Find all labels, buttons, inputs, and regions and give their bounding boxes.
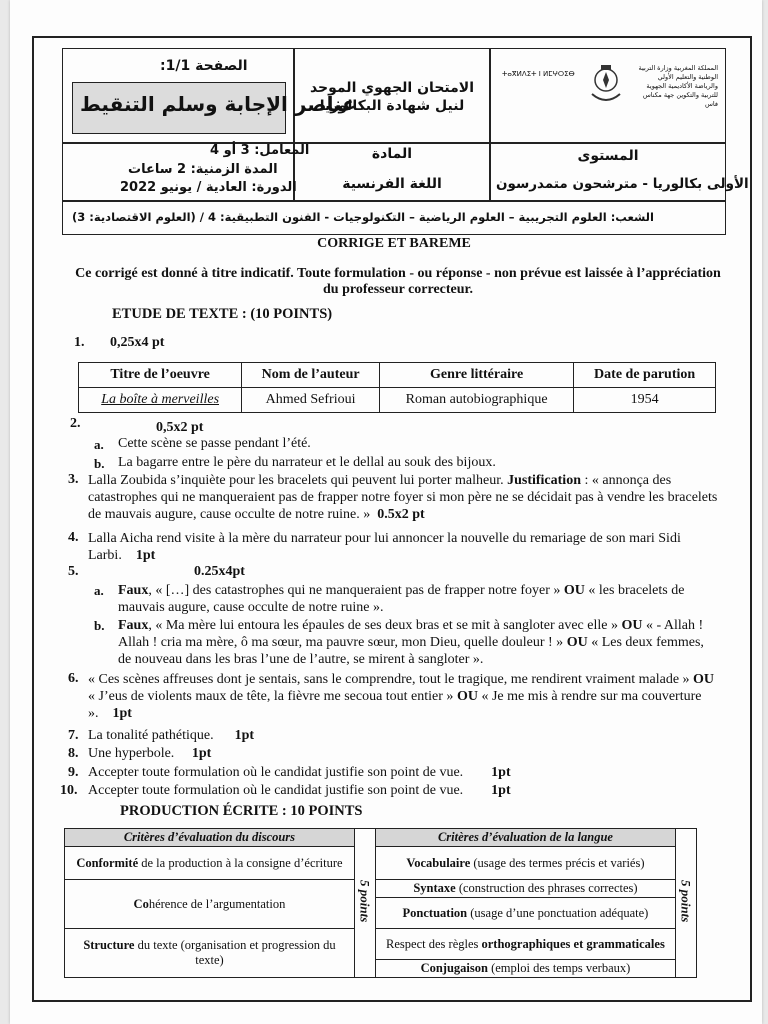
q2b-text: La bagarre entre le père du narrateur et le dellal au souk des bijoux. [118, 455, 496, 470]
subject-value: اللغة الفرنسية [342, 176, 442, 192]
grid-left-cell [65, 880, 355, 929]
grid-right-cell: Ponctuation (usage d’une ponctuation adéquate) [375, 898, 675, 929]
q7-text [88, 728, 254, 744]
q5a-marker: a. [94, 583, 104, 598]
q2-points: 0,5x2 pt [156, 420, 204, 435]
q3-answer: Lalla Zoubida s’inquiète pour les bracelets qui peuvent lui porter malheur. [88, 473, 508, 488]
q1-points: 0,25x4 pt [110, 335, 165, 350]
q10-answer: Accepter toute formulation où le candidat justifie son point de vue. [88, 783, 464, 798]
q9-answer: Accepter toute formulation où le candidat justifie son point de vue. [88, 765, 464, 780]
q4-answer: Lalla Aicha rend visite à la mère du narrateur pour lui annoncer la nouvelle du remariage de son mari Sidi Larbi. [88, 531, 681, 563]
q4-text [88, 530, 720, 564]
duration: المدة الزمنية: 2 ساعات [128, 162, 278, 177]
q5b-key: Faux [118, 618, 149, 633]
exam-title-line1: الامتحان الجهوي الموحد [309, 80, 475, 96]
page-label: الصفحة 1/1: [160, 58, 248, 74]
q8-text [88, 746, 211, 762]
section2-title: PRODUCTION ÉCRITE : 10 POINTS [120, 803, 363, 819]
exam-title-line2: لنيل شهادة البكالوريا [319, 98, 465, 114]
coefficient: المعامل: 3 أو 4 [210, 143, 310, 158]
table-cell: Roman autobiographique [379, 388, 573, 413]
q3-number: 3. [68, 472, 79, 487]
evaluation-grid [64, 828, 697, 978]
table-cell: Ahmed Sefrioui [242, 388, 380, 413]
q5b-marker: b. [94, 618, 105, 633]
q5a-text [118, 582, 718, 616]
grid-right-header: Critères d’évaluation de la langue [375, 829, 675, 847]
q3-justification: : « annonça des catastrophes qui ne manqueraient pas de frapper notre foyer si mon père ne se décidait pas à vendre les bracelets de mauvais augure, cause occulte de notre ruine. » [88, 473, 718, 522]
q4-points: 1pt [135, 548, 156, 563]
q9-text [88, 765, 511, 781]
section1-title: ETUDE DE TEXTE : (10 POINTS) [112, 306, 333, 322]
subject-label: المادة [371, 146, 413, 162]
q6-ou1: OU [693, 672, 715, 687]
grid-header-row [65, 829, 697, 847]
q6-quote2: « J’eus de violents maux de tête, la fièvre me secoua tout entier » [88, 689, 457, 704]
exam-page [10, 0, 762, 1024]
table-header-cell: Nom de l’auteur [242, 363, 380, 388]
table-cell: 1954 [574, 388, 716, 413]
q5b-ou1: OU [621, 618, 643, 633]
corrige-title: CORRIGE ET BAREME [317, 236, 471, 251]
q4-number: 4. [68, 530, 79, 545]
table-row [79, 388, 716, 413]
grid-row [65, 880, 697, 898]
q6-ou2: OU [456, 689, 478, 704]
q10-text [88, 783, 511, 799]
grid-right-points [675, 829, 696, 978]
points-label: 5 points [357, 879, 373, 923]
streams: الشعب: العلوم التجريبية – العلوم الرياضية – التكنولوجيات - الفنون التطبيقية: 4 / (العلوم الاقتصادية: 3) [72, 210, 654, 224]
coat-of-arms-icon [586, 64, 626, 108]
q2a-marker: a. [94, 437, 104, 452]
q8-number: 8. [68, 746, 79, 761]
q5a-key: Faux [118, 583, 149, 598]
grid-row [65, 847, 697, 880]
q1-table [78, 362, 716, 413]
q2a-text: Cette scène se passe pendant l’été. [118, 436, 311, 451]
q5a-ou: OU [563, 583, 585, 598]
corrige-note: Ce corrigé est donné à titre indicatif. Toute formulation - ou réponse - non prévue est laissée à l’appréciation du professeur correcteur. [75, 266, 721, 297]
q7-points: 1pt [234, 728, 255, 743]
q3-justification-label: Justification [507, 473, 581, 488]
grid-row [65, 929, 697, 960]
q5a-quote2: « les bracelets de mauvais augure, cause occulte de notre ruine ». [118, 583, 685, 615]
points-label: 5 points [678, 879, 694, 923]
q5-number: 5. [68, 564, 79, 579]
q5b-text [118, 617, 718, 668]
coherence-label: Cohérence de l’argumentation [133, 896, 286, 911]
q3-points: 0.5x2 pt [377, 507, 425, 522]
grid-right-cell: Conjugaison (emploi des temps verbaux) [375, 960, 675, 978]
q6-number: 6. [68, 671, 79, 686]
q5b-quote2: « - Allah ! Allah ! cria ma mère, ô ma sœur, ma pauvre sœur, mon Dieu, quelle douleur ! » [118, 618, 704, 650]
q6-quote1: « Ces scènes affreuses dont je sentais, sans le comprendre, tout le tragique, me rendirent vraiment malade » [88, 672, 694, 687]
q5b-quote3: « Les deux femmes, de nouveau dans les bras l’une de l’autre, se mirent à sangloter ». [118, 635, 704, 667]
q6-text [88, 671, 720, 722]
q6-points: 1pt [112, 706, 132, 721]
table-header-cell: Date de parution [574, 363, 716, 388]
q10-points: 1pt [491, 783, 511, 798]
q5b-ou2: OU [566, 635, 588, 650]
answer-key-title: عناصر الإجابة وسلم التنقيط [80, 92, 356, 116]
table-header-cell: Titre de l’oeuvre [79, 363, 242, 388]
q8-points: 1pt [191, 746, 212, 761]
q5-points: 0.25x4pt [194, 564, 245, 579]
grid-right-cell: Syntaxe (construction des phrases correctes) [375, 880, 675, 898]
level-value: الأولى بكالوريا - مترشحون متمدرسون [496, 176, 749, 192]
table-header-cell: Genre littéraire [379, 363, 573, 388]
q5b-quote1: , « Ma mère lui entoura les épaules de ses deux bras et se mit à sangloter avec elle » [148, 618, 622, 633]
grid-right-cell: Vocabulaire (usage des termes précis et variés) [375, 847, 675, 880]
session: الدورة: العادية / يونيو 2022 [120, 180, 297, 195]
grid-left-cell: Conformité de la production à la consigne d’écriture [65, 847, 355, 880]
q2-number: 2. [70, 416, 81, 431]
q9-number: 9. [68, 765, 79, 780]
grid-right-cell: Respect des règles orthographiques et grammaticales [375, 929, 675, 960]
q2b-marker: b. [94, 456, 105, 471]
q5a-quote1: , « […] des catastrophes qui ne manqueraient pas de frapper notre foyer » [148, 583, 564, 598]
q7-number: 7. [68, 728, 79, 743]
grid-left-points [354, 829, 375, 978]
tifinagh-text: ⵜⴰⴳⵍⴷⵉⵜ ⵏ ⵍⵎⵖⵔⵉⴱ [502, 70, 575, 78]
grid-left-header: Critères d’évaluation du discours [65, 829, 355, 847]
table-header-row [79, 363, 716, 388]
q6-quote3: « Je me mis à rendre sur ma couverture ». [88, 689, 702, 721]
q10-number: 10. [60, 783, 78, 798]
table-cell: La boîte à merveilles [79, 388, 242, 413]
q8-answer: Une hyperbole. [88, 746, 175, 761]
ministry-text: المملكة المغربية وزارة التربية الوطنية والتعليم الأولي والرياضة الأكاديمية الجهوية للتربية والتكوين جهة مكناس فاس [638, 64, 718, 108]
q1-number: 1. [74, 335, 85, 350]
q9-points: 1pt [491, 765, 511, 780]
level-label: المستوى [577, 148, 639, 164]
ministry-logo [498, 60, 718, 136]
q7-answer: La tonalité pathétique. [88, 728, 214, 743]
q3-text [88, 472, 720, 523]
grid-left-cell: Structure du texte (organisation et progression du texte) [65, 929, 355, 978]
